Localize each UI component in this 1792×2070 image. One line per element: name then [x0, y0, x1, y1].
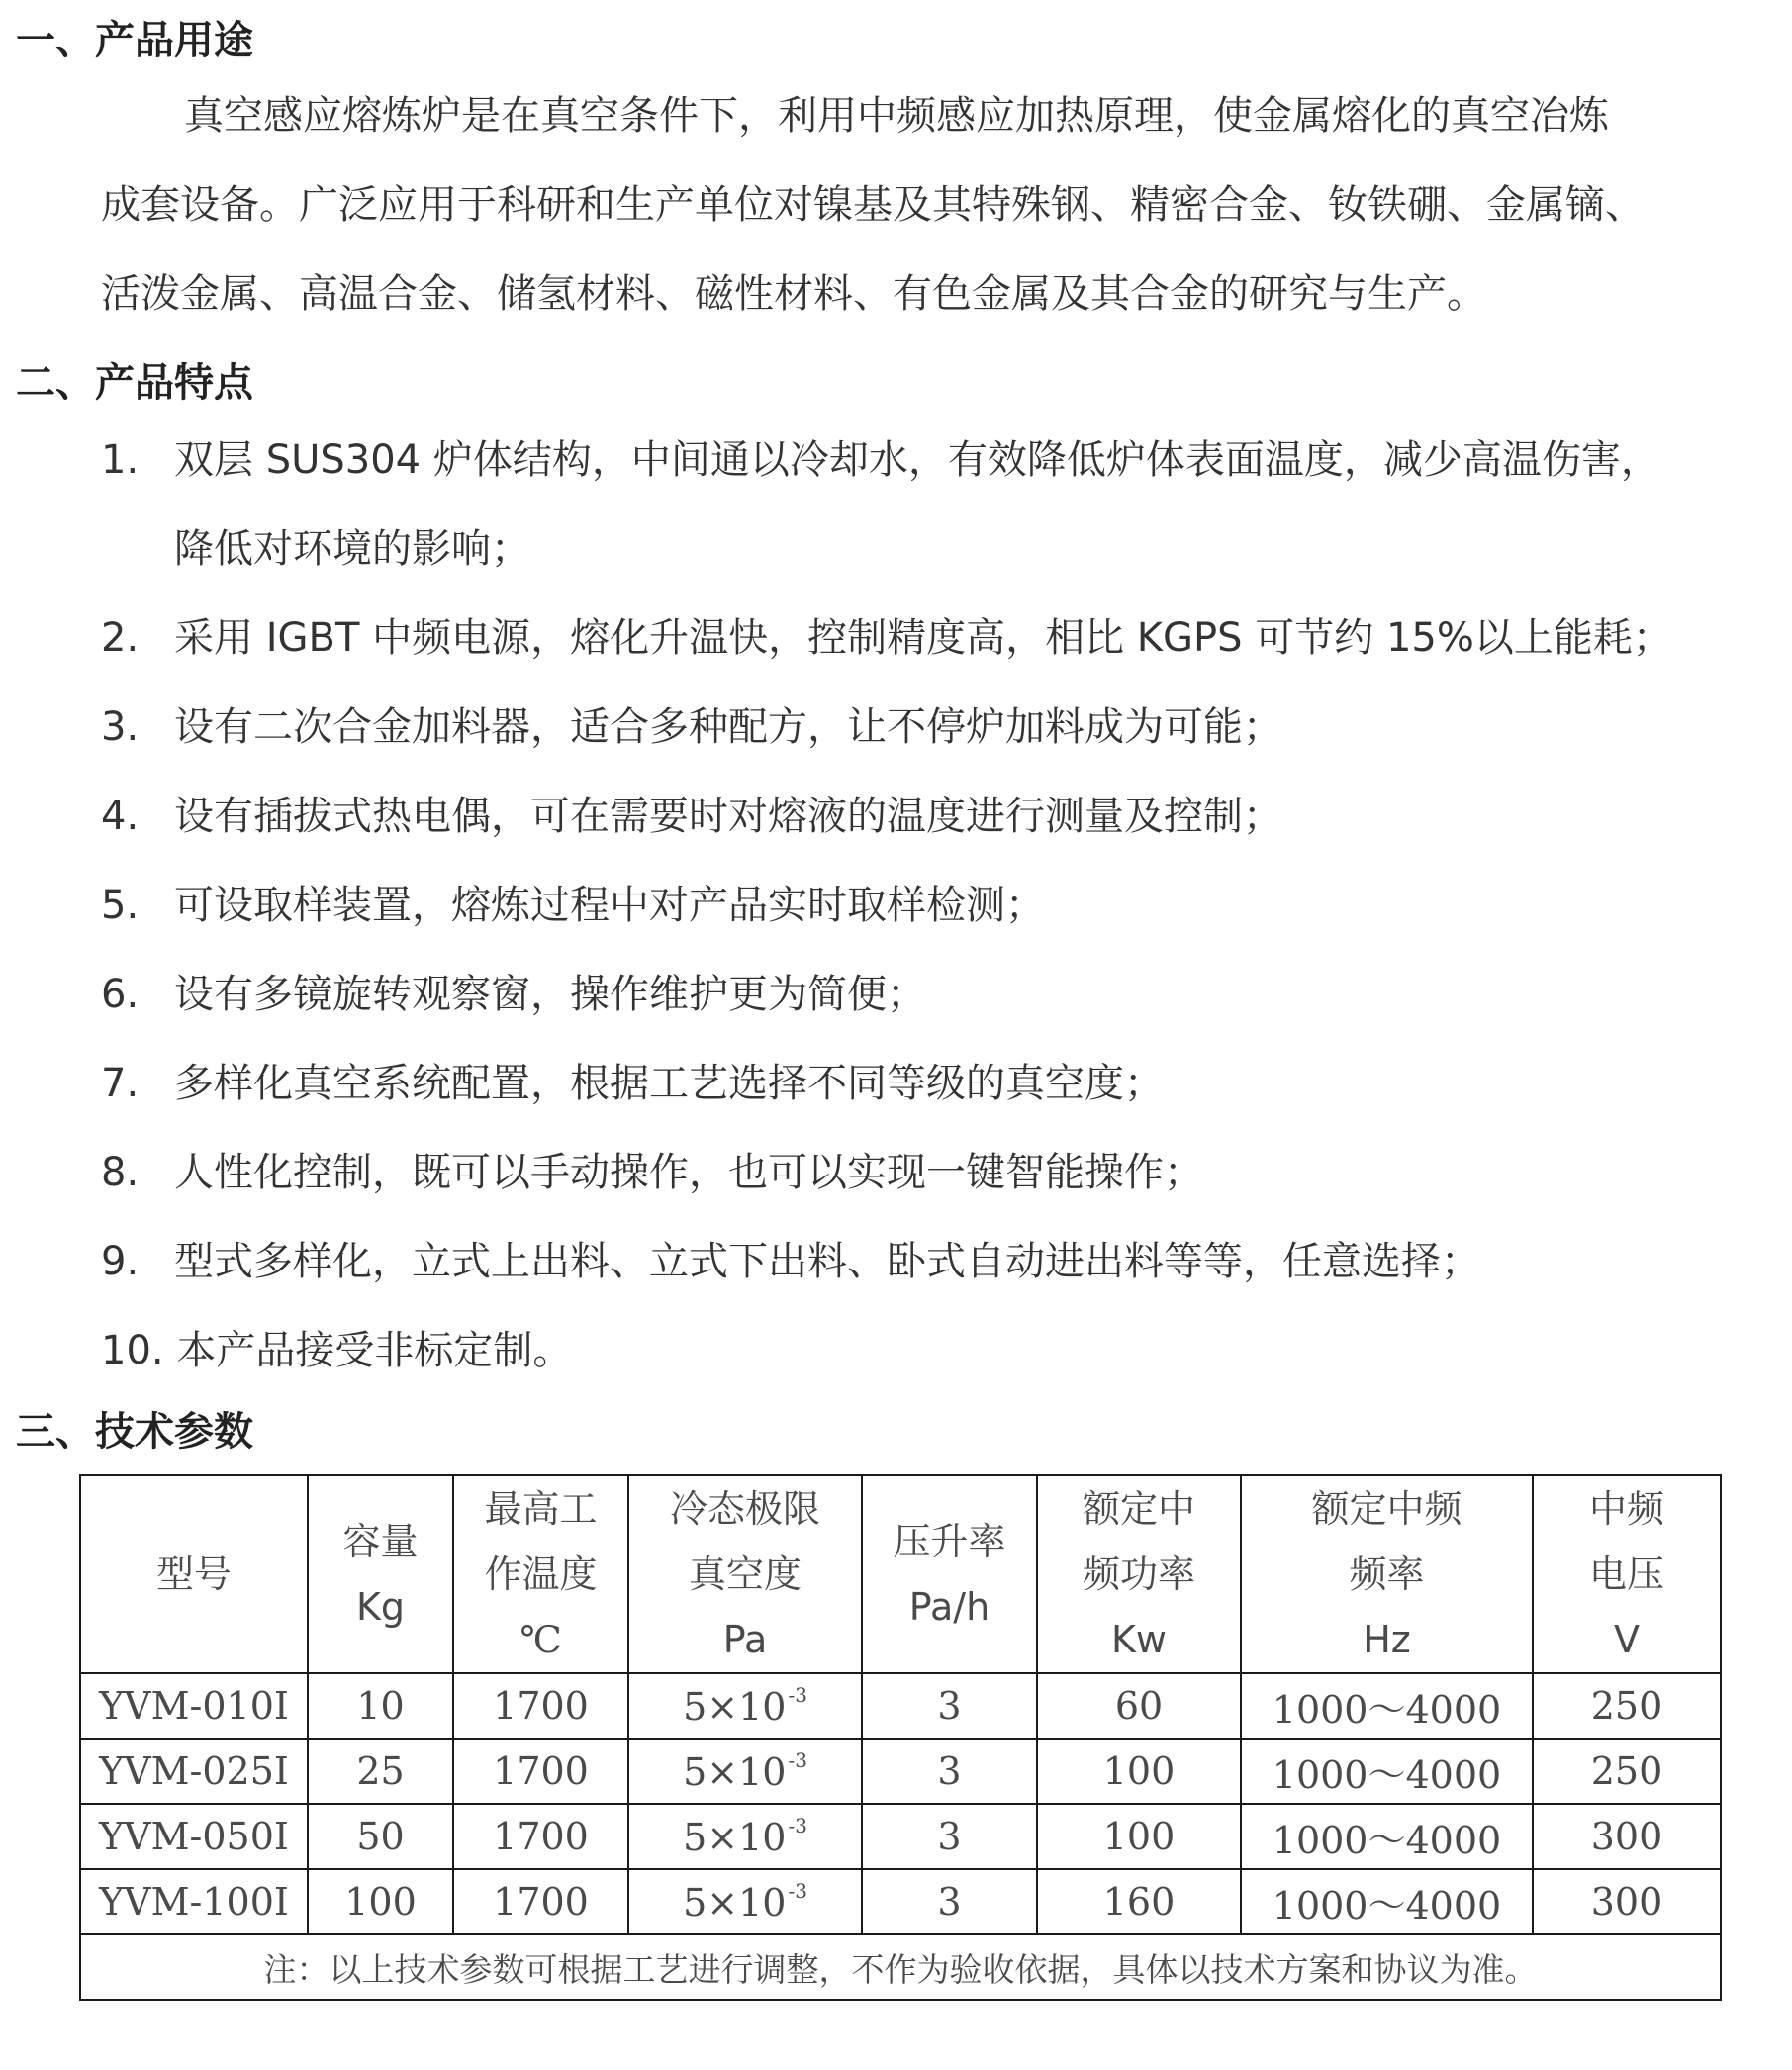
feature-item — [101, 703, 1282, 752]
cell-model: YVM-100I — [80, 1869, 308, 1934]
feature-text: 设有插拔式热电偶，可在需要时对熔液的温度进行测量及控制； — [174, 794, 1282, 839]
feature-item — [101, 1237, 1480, 1286]
cell-max-temp: 1700 — [453, 1739, 628, 1804]
section-heading-usage: 一、产品用途 — [16, 18, 253, 63]
cell-capacity: 25 — [308, 1739, 453, 1804]
cell-pressure-rise: 3 — [862, 1804, 1037, 1869]
feature-number: 1. — [101, 437, 140, 483]
feature-item — [101, 1059, 1164, 1108]
cell-power: 60 — [1037, 1673, 1241, 1739]
cell-capacity: 100 — [308, 1869, 453, 1934]
feature-text: 型式多样化，立式上出料、立式下出料、卧式自动进出料等等，任意选择； — [174, 1239, 1480, 1284]
usage-line-2: 成套设备。广泛应用于科研和生产单位对镍基及其特殊钢、精密合金、钕铁硼、金属镝、 — [101, 182, 1645, 228]
table-header-row — [80, 1475, 1721, 1673]
table-note-row — [80, 1934, 1721, 2000]
feature-item — [101, 435, 1660, 485]
feature-text: 可设取样装置，熔炼过程中对产品实时取样检测； — [174, 883, 1045, 928]
usage-line-1: 真空感应熔炼炉是在真空条件下，利用中频感应加热原理，使金属熔化的真空冶炼 — [184, 93, 1609, 139]
table-note: 注：以上技术参数可根据工艺进行调整，不作为验收依据，具体以技术方案和协议为准。 — [80, 1934, 1721, 2000]
header-voltage: 中频 电压 V — [1533, 1475, 1721, 1673]
feature-number: 8. — [101, 1150, 140, 1195]
cell-max-temp: 1700 — [453, 1673, 628, 1739]
cell-frequency: 1000～4000 — [1241, 1673, 1533, 1739]
feature-number: 5. — [101, 883, 140, 928]
cell-capacity: 50 — [308, 1804, 453, 1869]
cell-vacuum: 5×10 $^{-3}$ — [628, 1739, 862, 1804]
feature-number: 4. — [101, 794, 140, 839]
header-frequency: 额定中频 频率 Hz — [1241, 1475, 1533, 1673]
specs-table — [79, 1474, 1722, 2001]
cell-vacuum: 5×10 $^{-3}$ — [628, 1869, 862, 1934]
feature-item — [101, 970, 926, 1019]
cell-pressure-rise: 3 — [862, 1739, 1037, 1804]
cell-frequency: 1000～4000 — [1241, 1869, 1533, 1934]
header-pressure-rise: 压升率 Pa/h — [862, 1475, 1037, 1673]
header-power: 额定中 频功率 Kw — [1037, 1475, 1241, 1673]
cell-max-temp: 1700 — [453, 1869, 628, 1934]
feature-number: 9. — [101, 1239, 140, 1284]
feature-item-continuation: 降低对环境的影响； — [174, 526, 530, 572]
section-heading-features: 二、产品特点 — [16, 360, 253, 406]
feature-number: 3. — [101, 705, 140, 750]
cell-capacity: 10 — [308, 1673, 453, 1739]
feature-number: 6. — [101, 972, 140, 1017]
cell-power: 100 — [1037, 1804, 1241, 1869]
cell-model: YVM-050I — [80, 1804, 308, 1869]
cell-vacuum: 5×10 $^{-3}$ — [628, 1673, 862, 1739]
feature-number: 10. — [101, 1328, 164, 1373]
cell-model: YVM-025I — [80, 1739, 308, 1804]
cell-power: 100 — [1037, 1739, 1241, 1804]
feature-text: 双层 SUS304 炉体结构，中间通以冷却水，有效降低炉体表面温度，减少高温伤害， — [174, 437, 1660, 483]
cell-voltage: 300 — [1533, 1804, 1721, 1869]
cell-voltage: 250 — [1533, 1739, 1721, 1804]
usage-line-3: 活泼金属、高温合金、储氢材料、磁性材料、有色金属及其合金的研究与生产。 — [101, 271, 1486, 317]
feature-item — [101, 881, 1045, 930]
table-row — [80, 1869, 1721, 1934]
cell-vacuum: 5×10 $^{-3}$ — [628, 1804, 862, 1869]
cell-max-temp: 1700 — [453, 1804, 628, 1869]
header-max-temp: 最高工 作温度 ℃ — [453, 1475, 628, 1673]
feature-item — [101, 1326, 572, 1375]
feature-text: 设有多镜旋转观察窗，操作维护更为简便； — [174, 972, 926, 1017]
table-row — [80, 1739, 1721, 1804]
feature-item — [101, 1148, 1203, 1197]
feature-text: 人性化控制，既可以手动操作，也可以实现一键智能操作； — [174, 1150, 1203, 1195]
feature-item — [101, 613, 1672, 663]
feature-text: 多样化真空系统配置，根据工艺选择不同等级的真空度； — [174, 1061, 1164, 1106]
cell-voltage: 250 — [1533, 1673, 1721, 1739]
cell-model: YVM-010I — [80, 1673, 308, 1739]
cell-voltage: 300 — [1533, 1869, 1721, 1934]
feature-number: 7. — [101, 1061, 140, 1106]
feature-text: 本产品接受非标定制。 — [176, 1328, 573, 1373]
header-vacuum: 冷态极限 真空度 Pa — [628, 1475, 862, 1673]
feature-item — [101, 792, 1282, 841]
section-heading-specs: 三、技术参数 — [16, 1409, 253, 1455]
cell-frequency: 1000～4000 — [1241, 1804, 1533, 1869]
cell-frequency: 1000～4000 — [1241, 1739, 1533, 1804]
cell-pressure-rise: 3 — [862, 1673, 1037, 1739]
feature-text: 采用 IGBT 中频电源，熔化升温快，控制精度高，相比 KGPS 可节约 15%以上能耗； — [174, 615, 1672, 661]
table-row — [80, 1673, 1721, 1739]
cell-power: 160 — [1037, 1869, 1241, 1934]
feature-number: 2. — [101, 615, 140, 661]
cell-pressure-rise: 3 — [862, 1869, 1037, 1934]
table-row — [80, 1804, 1721, 1869]
header-capacity: 容量 Kg — [308, 1475, 453, 1673]
header-model: 型号 — [80, 1475, 308, 1673]
feature-text: 设有二次合金加料器，适合多种配方，让不停炉加料成为可能； — [174, 705, 1282, 750]
